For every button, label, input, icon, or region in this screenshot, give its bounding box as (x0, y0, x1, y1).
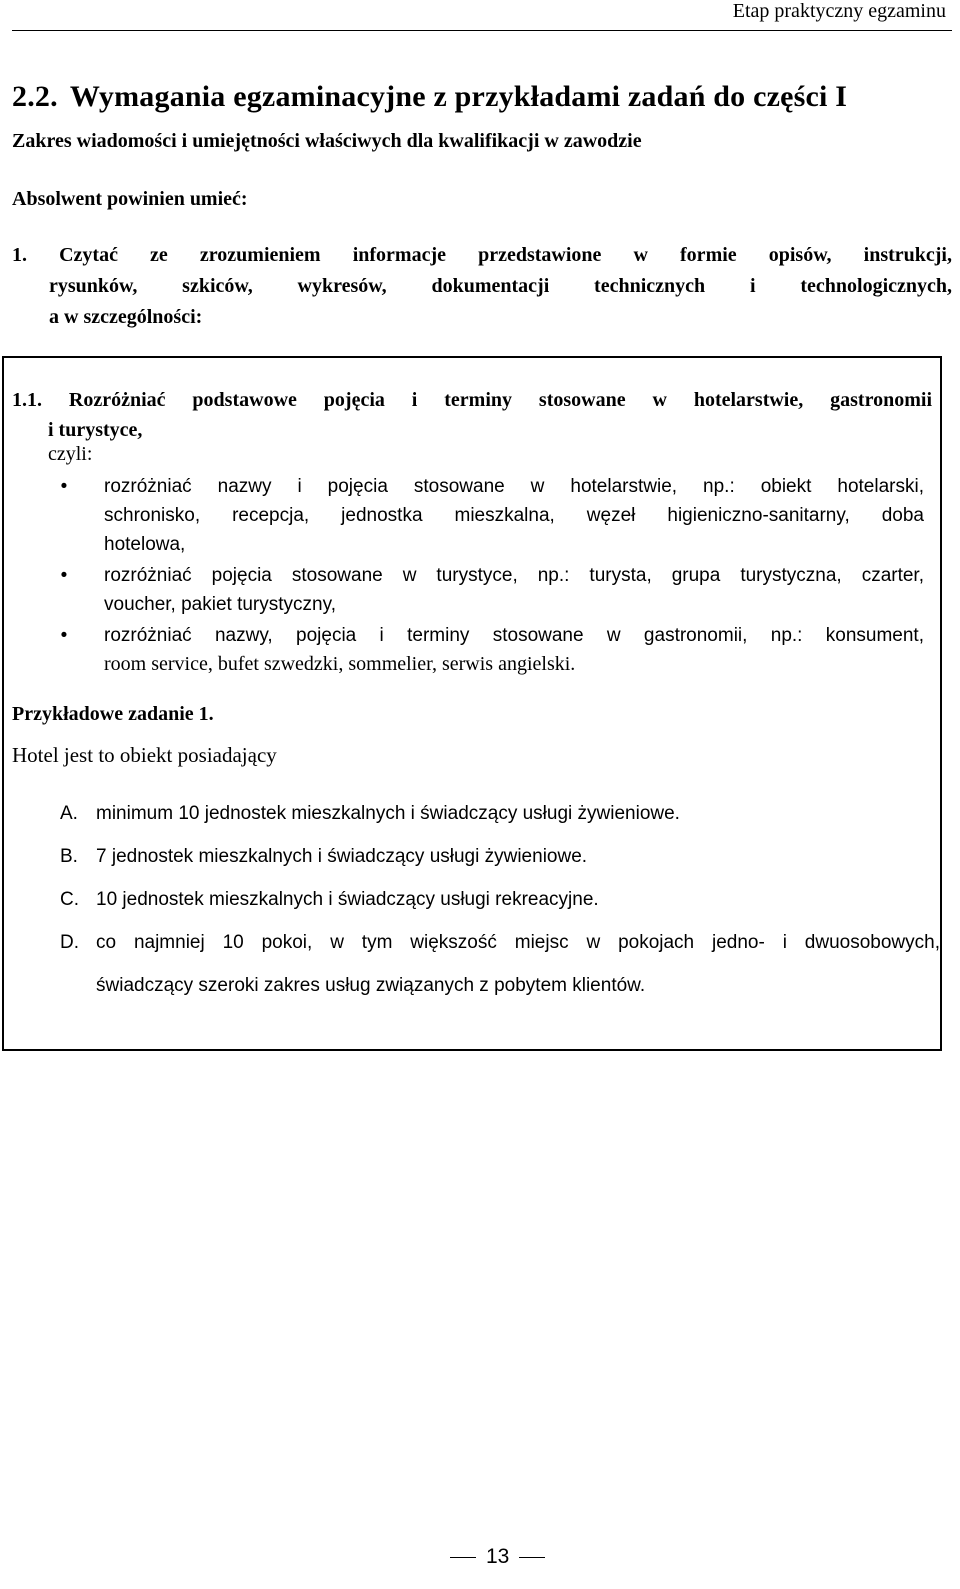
graduate-label: Absolwent powinien umieć: (12, 188, 248, 210)
answer-text: minimum 10 jednostek mieszkalnych i świadczący usługi żywieniowe. (96, 803, 680, 824)
bullet-1-line2: schronisko, recepcja, jednostka mieszkalna, węzeł higieniczno-sanitarny, doba (104, 505, 924, 526)
answer-b (60, 843, 940, 870)
list-item (54, 472, 924, 559)
answer-letter: D. (60, 932, 79, 953)
header-rule (12, 30, 952, 31)
bullet-2-line1: rozróżniać pojęcia stosowane w turystyce, np.: turysta, grupa turystyczna, czarter, (104, 565, 924, 586)
bullet-1-line1: rozróżniać nazwy i pojęcia stosowane w hotelarstwie, np.: obiekt hotelarski, (104, 476, 924, 497)
answer-letter: A. (60, 803, 78, 824)
requirement-1 (12, 240, 952, 333)
page-number-text: 13 (486, 1545, 510, 1568)
subtitle: Zakres wiadomości i umiejętności właściwych dla kwalifikacji w zawodzie (12, 130, 642, 152)
answer-letter: C. (60, 889, 79, 910)
example-heading: Przykładowe zadanie 1. (12, 703, 214, 725)
bullet-icon: • (60, 476, 68, 497)
section-title-text: Wymagania egzaminacyjne z przykładami zadań do części I (69, 80, 848, 113)
bullet-3-line1: rozróżniać nazwy, pojęcia i terminy stosowane w gastronomii, np.: konsument, (104, 625, 924, 646)
requirement-1-line2: rysunków, szkiców, wykresów, dokumentacji technicznych i technologicznych, (49, 275, 952, 297)
dash-left (450, 1557, 476, 1558)
list-item (54, 561, 924, 619)
dash-right (519, 1557, 545, 1558)
example-question: Hotel jest to obiekt posiadający (12, 743, 277, 767)
requirement-1-line1: 1. Czytać ze zrozumieniem informacje przedstawione w formie opisów, instrukcji, (12, 244, 952, 266)
answer-a (60, 800, 940, 827)
bullet-2-line2: voucher, pakiet turystyczny, (104, 594, 336, 615)
page-number (440, 1545, 555, 1569)
answer-d (60, 929, 940, 999)
bullet-list (54, 472, 924, 681)
answer-text-line2: świadczący szeroki zakres usług związanych z pobytem klientów. (96, 975, 646, 996)
answer-c (60, 886, 940, 913)
bullet-1-line3: hotelowa, (104, 534, 186, 555)
list-item (54, 621, 924, 679)
section-number: 2.2. (12, 80, 58, 113)
czyli-label: czyli: (48, 443, 93, 465)
answer-text: 7 jednostek mieszkalnych i świadczący usługi żywieniowe. (96, 846, 588, 867)
bullet-icon: • (60, 565, 68, 586)
bullet-icon: • (60, 625, 68, 646)
section-title (12, 80, 847, 114)
sub-requirement-line2: i turystyce, (48, 419, 143, 441)
bullet-3-line2: room service, bufet szwedzki, sommelier, serwis angielski. (104, 653, 576, 675)
running-header: Etap praktyczny egzaminu (732, 0, 946, 22)
answer-letter: B. (60, 846, 78, 867)
requirement-1-line3: a w szczególności: (49, 306, 203, 328)
answer-text-line1: co najmniej 10 pokoi, w tym większość miejsc w pokojach jedno- i dwuosobowych, (96, 932, 940, 953)
answer-list (60, 800, 940, 1015)
sub-requirement-line1: 1.1. Rozróżniać podstawowe pojęcia i terminy stosowane w hotelarstwie, gastronomii (12, 389, 932, 411)
sub-requirement-heading (12, 385, 932, 445)
answer-text: 10 jednostek mieszkalnych i świadczący usługi rekreacyjne. (96, 889, 599, 910)
